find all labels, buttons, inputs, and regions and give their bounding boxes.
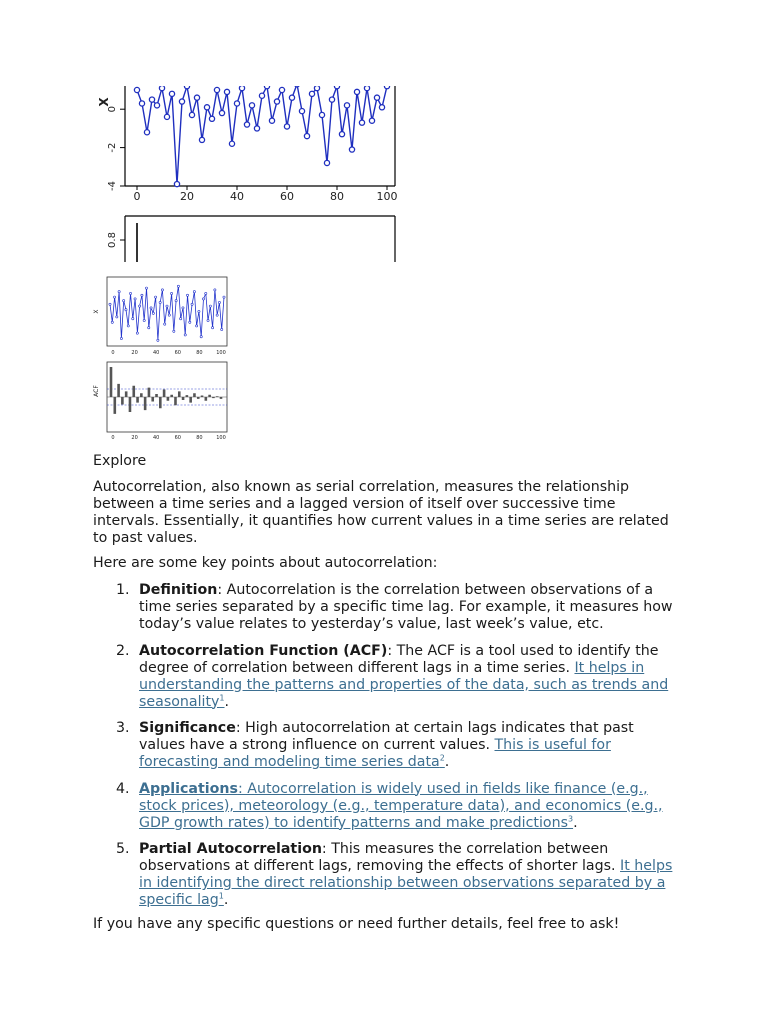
data-point [274,99,279,104]
acf-bar [155,394,158,397]
data-point [169,91,174,96]
ts-data-point [164,323,166,325]
data-point [279,87,284,92]
key-point-term: Autocorrelation Function (ACF) [139,642,388,659]
data-point [254,126,259,131]
acf-bar [197,397,200,399]
acf-bar [178,391,181,397]
acf-bar [216,396,219,397]
data-point [324,160,329,165]
time-series-figure-small [93,274,231,442]
x-tick-label: 60 [280,190,294,203]
citation-link[interactable]: This is useful for forecasting and modeling time series data$^2$ [139,737,611,770]
key-point-term: Applications [139,780,238,797]
list-number: 2. [116,642,130,659]
data-point [194,95,199,100]
footnote-ref: 2 [439,753,445,763]
acf-bar [167,397,170,401]
ts-data-point [221,328,223,330]
x-tick-label: 40 [230,190,244,203]
data-point [344,103,349,108]
data-point [304,133,309,138]
y-tick-label: -4 [107,181,118,191]
ts-data-point [159,301,161,303]
ts-data-point [175,300,177,302]
ts-data-point [143,319,145,321]
x-tick-label: 20 [180,190,194,203]
data-point [139,101,144,106]
ts-data-point [198,310,200,312]
acf-bar [121,397,124,405]
citation-link[interactable] [139,781,663,831]
ts-data-point [148,327,150,329]
sentence-end: . [444,754,450,770]
key-point-item [93,781,683,832]
data-point [349,147,354,152]
acf-bar [205,397,208,401]
ts-data-point [150,307,152,309]
ts-data-point [177,285,179,287]
acf-bar [113,397,116,414]
data-point [294,86,299,87]
ts-panel-frame [107,277,227,346]
ts-data-point [186,294,188,296]
ts-data-point [123,300,125,302]
acf-bar [148,388,151,397]
acf-x-tick-label: 60 [174,435,181,441]
ts-data-point [129,292,131,294]
ts-data-point [145,287,147,289]
ts-data-point [205,292,207,294]
data-point [374,95,379,100]
data-point [264,86,269,89]
acf-bar [117,384,120,397]
data-point [339,132,344,137]
acf-x-tick-label: 0 [111,435,115,441]
list-number: 3. [116,720,130,736]
acf-bar [144,397,147,410]
data-point [259,93,264,98]
ts-data-point [182,307,184,309]
ts-x-tick-label: 100 [216,350,226,356]
ts-data-point [209,305,211,307]
data-point [204,105,209,110]
ts-data-point [139,305,141,307]
ts-data-point [157,339,159,341]
ts-x-tick-label: 60 [174,350,181,356]
ts-x-tick-label: 20 [131,350,138,356]
ts-data-point [168,314,170,316]
acf-bar [110,367,113,397]
explore-label: Explore [93,453,147,469]
footnote-ref: 1 [219,692,225,702]
data-point [224,89,229,94]
ts-series-line [110,286,224,340]
data-point [354,89,359,94]
ts-data-point [189,321,191,323]
ts-data-point [125,309,127,311]
key-point-text: : High autocorrelation at certain lags indicates that past values have a strong influence on current values. [139,720,634,753]
data-point [184,86,189,89]
sentence-end: . [224,693,230,710]
data-point [359,120,364,125]
acf-bar [129,397,132,412]
acf-x-tick-label: 100 [216,435,226,441]
key-point-item [93,841,683,909]
ts-data-point [196,325,198,327]
series-line [137,86,387,184]
ts-data-point [170,292,172,294]
acf-bar [201,396,204,398]
data-point [314,86,319,91]
data-point [234,101,239,106]
ts-data-point [132,318,134,320]
acf-bar [186,395,189,397]
acf-bar [189,397,192,403]
acf-x-tick-label: 20 [131,435,138,441]
ts-data-point [207,319,209,321]
data-point [174,181,179,186]
data-point [384,86,389,89]
intro-paragraph: Autocorrelation, also known as serial correlation, measures the relationship between a time series and a lagged version of itself over successive time intervals. Essentially, it quantifies how current values in a time series are related to past values. [93,479,669,546]
ts-data-point [202,298,204,300]
ts-data-point [109,303,111,305]
data-point [244,122,249,127]
key-point-item [93,643,683,711]
acf-bar [174,397,177,405]
data-point [284,124,289,129]
ts-data-point [152,312,154,314]
list-number: 5. [116,841,130,857]
ts-data-point [191,303,193,305]
ts-data-point [212,327,214,329]
acf-y-label: ACF [93,385,100,397]
y-tick-label: 0 [107,106,118,113]
ts-data-point [141,294,143,296]
ts-data-point [218,301,220,303]
ts-x-tick-label: 80 [196,350,203,356]
list-number: 4. [116,780,130,797]
data-point [269,118,274,123]
key-points-list [93,582,683,919]
ts-data-point [200,336,202,338]
data-point [249,103,254,108]
data-point [154,103,159,108]
acf-bar [132,386,135,397]
ts-x-tick-label: 0 [111,350,115,356]
data-point [309,91,314,96]
data-point [164,114,169,119]
ts-data-point [127,325,129,327]
key-point-text: : Autocorrelation is the correlation between observations of a time series separated by a specific time lag. For example, it measures how today’s value relates to yesterday’s value, last week’s value, etc. [139,582,673,632]
citation-link[interactable]: It helps in understanding the patterns and properties of the data, such as trends and seasonality$^1$ [139,659,669,710]
ts-data-point [184,334,186,336]
citation-link[interactable]: It helps in identifying the direct relationship between observations separated by a specific lag$^1$ [139,858,673,908]
data-point [144,130,149,135]
footnote-ref: 3 [567,813,574,823]
time-series-plot-small [93,274,231,442]
data-point [159,86,164,91]
data-point [364,86,369,91]
time-series-figure-large [93,86,399,262]
data-point [334,86,339,89]
key-point-text: : The ACF is a tool used to identify the degree of correlation between different lags in a time series. [139,642,659,676]
acf-bar [163,390,166,398]
closing-paragraph: If you have any specific questions or need further details, feel free to ask! [93,916,620,932]
acf-y-tick-label: 0.8 [107,232,118,248]
acf-bar [182,397,185,400]
acf-bar [125,391,128,397]
acf-x-tick-label: 80 [196,435,203,441]
ts-data-point [111,321,113,323]
y-tick-label: -2 [107,142,118,153]
key-point-text: : This measures the correlation between observations at different lags, removing the effects of shorter lags. [139,841,621,874]
time-series-plot-large [93,86,399,262]
ts-data-point [173,330,175,332]
ts-data-point [155,296,157,298]
data-point [299,109,304,114]
acf-bar [208,395,211,397]
key-point-term: Partial Autocorrelation [139,841,322,857]
ts-x-tick-label: 40 [153,350,160,356]
citation-link-text: : Autocorrelation is widely used in fields like finance (e.g., stock prices), meteorology (e.g., temperature data), and economics (e.g., GDP growth rates) to identify patterns and make predictions [139,780,663,831]
ts-data-point [223,296,225,298]
list-number: 1. [116,582,130,598]
acf-bar [151,397,154,402]
data-point [179,99,184,104]
data-point [289,95,294,100]
x-tick-label: 0 [133,190,141,203]
ts-data-point [118,291,120,293]
acf-bar [220,397,223,399]
data-point [379,105,384,110]
acf-bar [193,393,196,397]
sentence-end: . [573,814,578,831]
data-point [369,118,374,123]
y-axis-label: X [97,97,111,107]
key-point-term: Significance [139,720,236,736]
data-point [209,116,214,121]
ts-data-point [113,296,115,298]
acf-x-tick-label: 40 [153,435,160,441]
x-tick-label: 100 [376,190,398,203]
data-point [134,87,139,92]
data-point [189,112,194,117]
ts-data-point [214,289,216,291]
data-point [219,110,224,115]
acf-bar [140,393,143,397]
ts-data-point [120,337,122,339]
ts-data-point [193,291,195,293]
key-point-item [93,720,683,771]
data-point [319,112,324,117]
sentence-end: . [223,892,229,908]
ts-data-point [116,316,118,318]
data-point [214,87,219,92]
ts-data-point [216,314,218,316]
ts-data-point [134,298,136,300]
ts-data-point [180,318,182,320]
ts-data-point [161,289,163,291]
x-tick-label: 80 [330,190,344,203]
ts-data-point [166,305,168,307]
data-point [229,141,234,146]
acf-bar [170,395,173,397]
footnote-ref: 1 [218,891,224,901]
acf-bar [212,397,215,398]
acf-bar [136,397,139,403]
key-point-term: Definition [139,582,218,598]
data-point [329,97,334,102]
data-point [199,137,204,142]
keypoints-intro: Here are some key points about autocorrelation: [93,555,438,571]
acf-bar [159,397,162,408]
data-point [239,86,244,91]
key-point-item [93,582,683,633]
data-point [149,97,154,102]
ts-data-point [136,332,138,334]
ts-y-label: X [93,309,100,314]
